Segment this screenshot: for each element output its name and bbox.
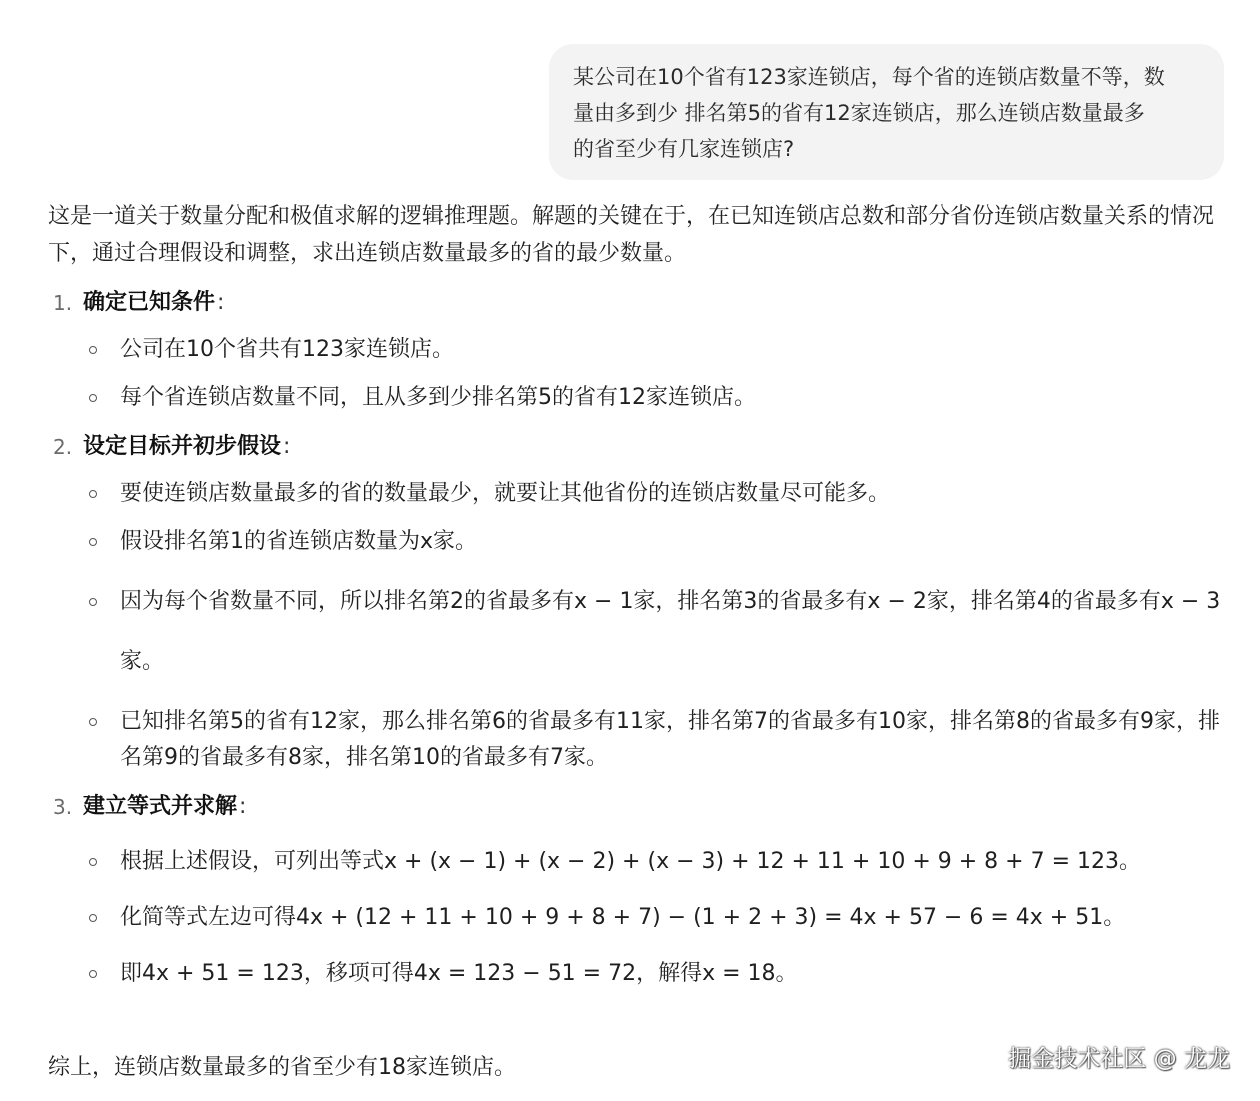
- answer-intro: 这是一道关于数量分配和极值求解的逻辑推理题。解题的关键在于，在已知连锁店总数和部分省份连锁店数量关系的情况下，通过合理假设和调整，求出连锁店数量最多的省的最少数量。: [48, 204, 1215, 266]
- hollow-bullet-icon: [89, 858, 97, 866]
- hollow-bullet-icon: [89, 538, 97, 546]
- step-1: [48, 286, 1228, 416]
- step-bullet-list: [48, 476, 1228, 776]
- step-heading: [48, 286, 1228, 320]
- list-item: [48, 844, 1228, 880]
- list-item: [48, 572, 1228, 692]
- list-item-text: 化简等式左边可得4x + (12 + 11 + 10 + 9 + 8 + 7) − (1 + 2 + 3) = 4x + 57 − 6 = 4x + 51。: [120, 905, 1126, 930]
- list-item: [48, 524, 1228, 560]
- step-number: 3.: [53, 795, 73, 819]
- list-item-text: 已知排名第5的省有12家，那么排名第6的省最多有11家，排名第7的省最多有10家，排名第8的省最多有9家，排名第9的省最多有8家，排名第10的省最多有7家。: [120, 709, 1220, 770]
- list-item-text: 要使连锁店数量最多的省的数量最少，就要让其他省份的连锁店数量尽可能多。: [120, 481, 891, 506]
- hollow-bullet-icon: [89, 718, 97, 726]
- list-item: [48, 332, 1228, 368]
- list-item-text: 即4x + 51 = 123，移项可得4x = 123 − 51 = 72，解得x = 18。: [120, 961, 798, 986]
- list-item-text: 根据上述假设，可列出等式x + (x − 1) + (x − 2) + (x − 3) + 12 + 11 + 10 + 9 + 8 + 7 = 123。: [120, 849, 1141, 874]
- step-colon: :: [239, 794, 247, 819]
- user-message-line: 某公司在10个省有123家连锁店，每个省的连锁店数量不等，数: [573, 65, 1165, 89]
- hollow-bullet-icon: [89, 970, 97, 978]
- step-colon: :: [283, 434, 291, 459]
- list-item-text: 每个省连锁店数量不同，且从多到少排名第5的省有12家连锁店。: [120, 385, 756, 410]
- step-bullet-list: [48, 844, 1228, 992]
- step-colon: :: [217, 290, 225, 315]
- user-message-line: 量由多到少 排名第5的省有12家连锁店，那么连锁店数量最多: [573, 101, 1145, 125]
- list-item-text: 公司在10个省共有123家连锁店。: [120, 337, 454, 362]
- hollow-bullet-icon: [89, 394, 97, 402]
- list-item: [48, 476, 1228, 512]
- answer-conclusion: 综上，连锁店数量最多的省至少有18家连锁店。: [48, 1055, 516, 1080]
- step-number: 1.: [53, 291, 73, 315]
- list-item: [48, 704, 1228, 776]
- list-item: [48, 900, 1228, 936]
- step-heading: [48, 790, 1228, 824]
- step-3: [48, 790, 1228, 992]
- step-number: 2.: [53, 435, 73, 459]
- step-heading: [48, 430, 1228, 464]
- step-title: 建立等式并求解: [83, 794, 238, 819]
- list-item: [48, 956, 1228, 992]
- hollow-bullet-icon: [89, 914, 97, 922]
- user-message-bubble: [549, 44, 1224, 180]
- user-message-line: 的省至少有几家连锁店?: [573, 137, 795, 161]
- step-title: 设定目标并初步假设: [83, 434, 282, 459]
- step-title: 确定已知条件: [83, 290, 216, 315]
- list-item-text: 因为每个省数量不同，所以排名第2的省最多有x − 1家，排名第3的省最多有x − 2家，排名第4的省最多有x − 3家。: [120, 589, 1221, 674]
- assistant-answer: [48, 198, 1228, 1004]
- hollow-bullet-icon: [89, 490, 97, 498]
- list-item: [48, 380, 1228, 416]
- hollow-bullet-icon: [89, 598, 97, 606]
- hollow-bullet-icon: [89, 346, 97, 354]
- step-bullet-list: [48, 332, 1228, 416]
- step-2: [48, 430, 1228, 776]
- watermark: 掘金技术社区 @ 龙龙: [1008, 1046, 1230, 1072]
- list-item-text: 假设排名第1的省连锁店数量为x家。: [120, 529, 478, 554]
